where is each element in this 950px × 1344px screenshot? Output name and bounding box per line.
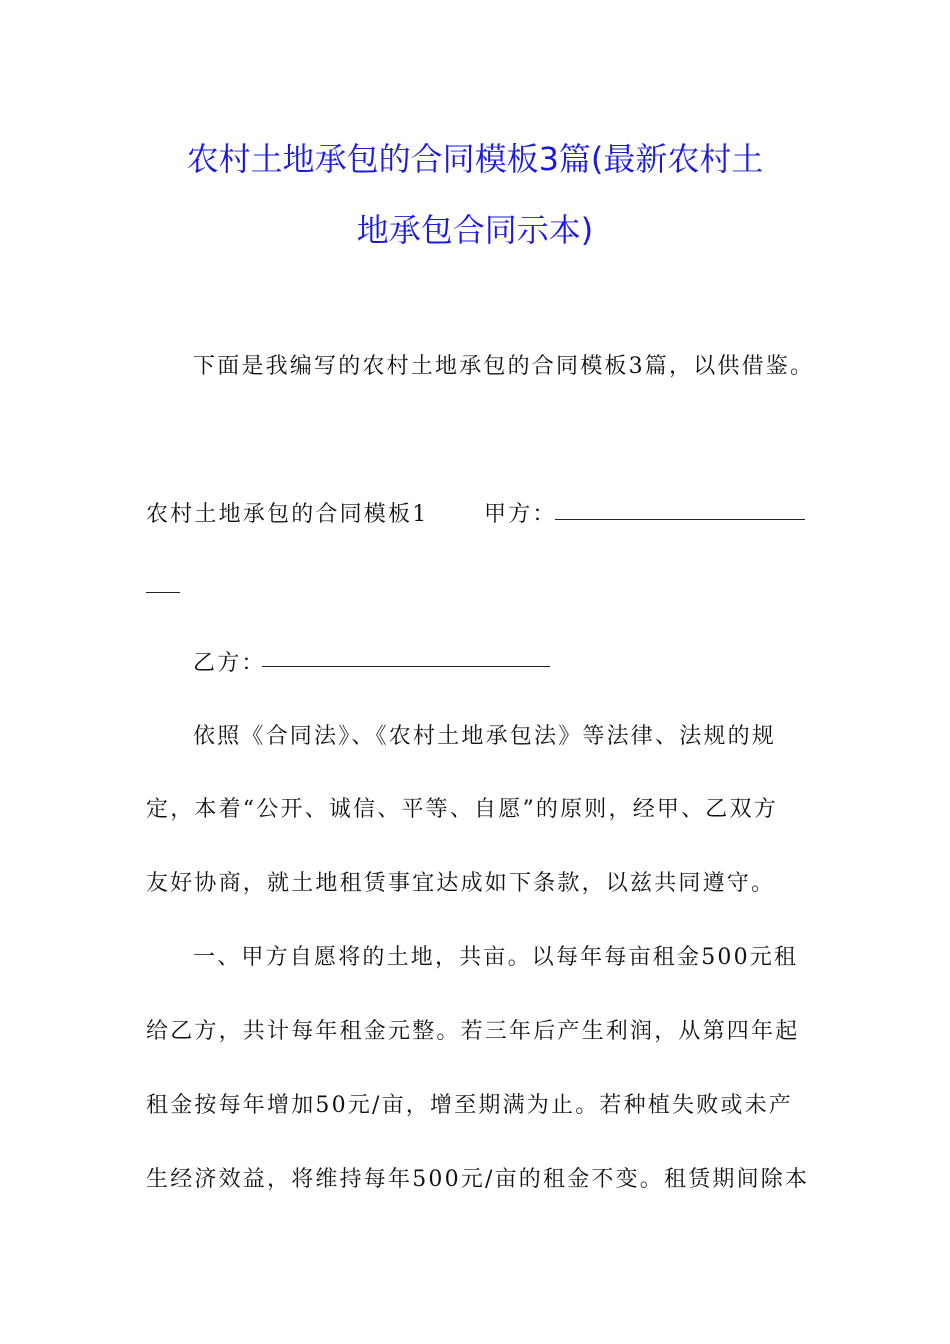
party-a-blank-continued [146,592,180,593]
paragraph-1-line-1: 依照《合同法》、《农村土地承包法》等法律、法规的规 [193,724,777,749]
party-a-blank [555,519,805,520]
party-b-label: 乙方： [193,651,266,676]
party-a-label: 甲方： [484,502,557,527]
template-heading: 农村土地承包的合同模板1 [146,502,429,527]
paragraph-2-line-2: 给乙方，共计每年租金元整。若三年后产生利润，从第四年起 [146,1019,800,1044]
paragraph-1-line-3: 友好协商，就土地租赁事宜达成如下条款，以兹共同遵守。 [146,871,776,896]
paragraph-1-line-2: 定，本着“公开、诚信、平等、自愿”的原则，经甲、乙双方 [146,797,778,822]
paragraph-2-line-4: 生经济效益，将维持每年500元/亩的租金不变。租赁期间除本 [146,1167,810,1192]
intro-paragraph: 下面是我编写的农村土地承包的合同模板3篇，以供借鉴。 [193,354,815,379]
party-b-blank [262,666,550,667]
document-title-line-1: 农村土地承包的合同模板3篇(最新农村土 [186,140,764,178]
paragraph-2-line-1: 一、甲方自愿将的土地，共亩。以每年每亩租金500元租 [193,945,799,970]
document-title-line-2: 地承包合同示本) [356,211,594,249]
paragraph-2-line-3: 租金按每年增加50元/亩，增至期满为止。若种植失败或未产 [146,1093,794,1118]
